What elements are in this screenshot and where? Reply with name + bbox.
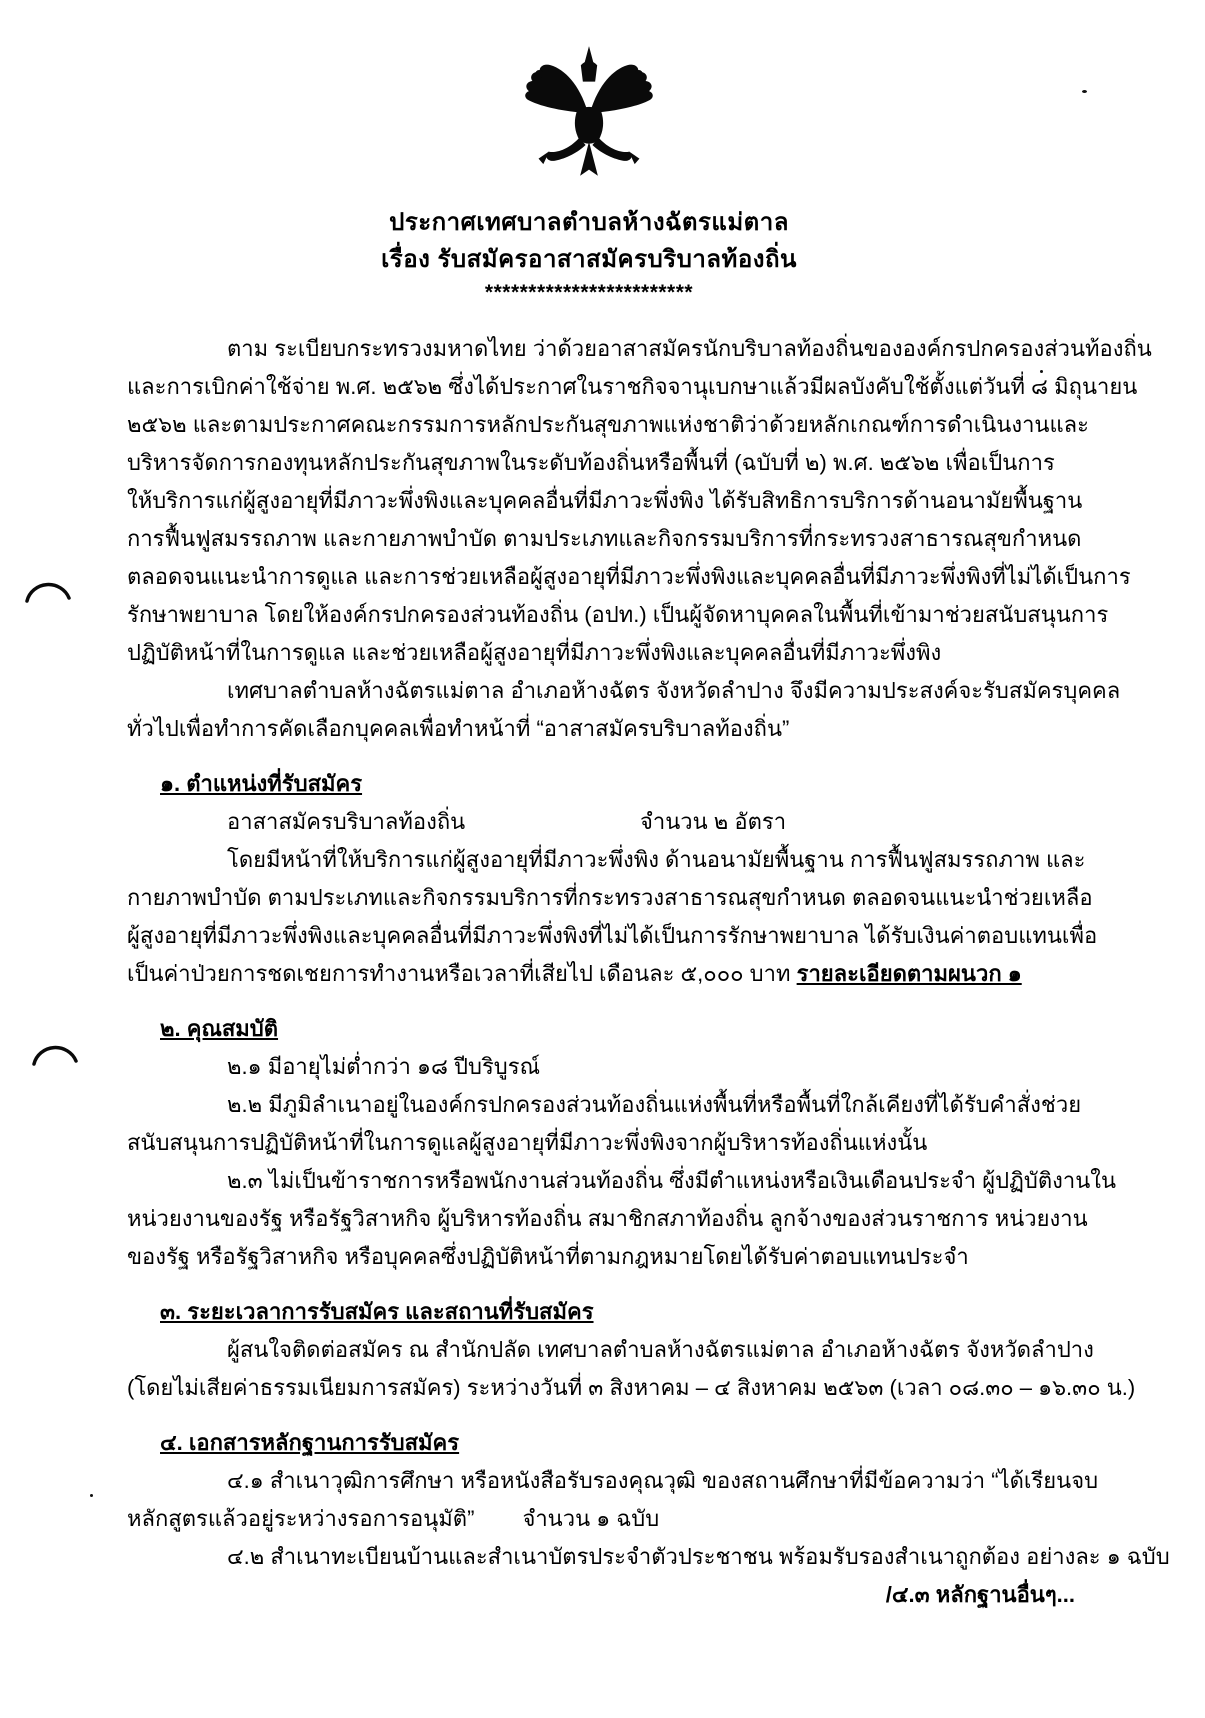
document-body — [127, 330, 1170, 1576]
text-line: (โดยไม่เสียค่าธรรมเนียมการสมัคร) ระหว่างวันที่ ๓ สิงหาคม – ๔ สิงหาคม ๒๕๖๓ (เวลา ๐๘.๓๐ – ๑๖.๓๐ น.) — [127, 1375, 1136, 1400]
section-heading-text: ๔. เอกสารหลักฐานการรับสมัคร — [160, 1430, 460, 1455]
text-line — [127, 803, 1077, 841]
section-heading-text: ๑. ตำแหน่งที่รับสมัคร — [160, 771, 363, 796]
text-line: กายภาพบำบัด ตามประเภทและกิจกรรมบริการที่กระทรวงสาธารณสุขกำหนด ตลอดจนแนะนำช่วยเหลือ — [127, 885, 1093, 910]
scan-speck — [90, 1494, 93, 1497]
document-title: ประกาศเทศบาลตำบลห้างฉัตรแม่ตาล — [389, 209, 789, 236]
section-heading — [127, 1293, 1077, 1331]
text-line: ๔.๑ สำเนาวุฒิการศึกษา หรือหนังสือรับรองคุณวุฒิ ของสถานศึกษาที่มีข้อความว่า “ได้เรียนจบ — [227, 1468, 1099, 1493]
text-line — [127, 1500, 1077, 1538]
text-segment: หลักสูตรแล้วอยู่ระหว่างรอการอนุมัติ” — [127, 1506, 475, 1531]
text-line: ทั่วไปเพื่อทำการคัดเลือกบุคคลเพื่อทำหน้าที่ “อาสาสมัครบริบาลท้องถิ่น” — [127, 716, 790, 741]
scan-speck — [1082, 90, 1087, 93]
emphasized-text: รายละเอียดตามผนวก ๑ — [796, 961, 1022, 986]
text-line: ผู้สนใจติดต่อสมัคร ณ สำนักปลัด เทศบาลตำบลห้างฉัตรแม่ตาล อำเภอห้างฉัตร จังหวัดลำปาง — [227, 1337, 1094, 1362]
pen-arc-mark — [24, 572, 74, 604]
text-line: ผู้สูงอายุที่มีภาวะพึ่งพิงและบุคคลอื่นที่มีภาวะพึ่งพิงที่ไม่ได้เป็นการรักษาพยาบาล ได้รับเงินค่าตอบแทนเพื่อ — [127, 923, 1098, 948]
position-name: อาสาสมัครบริบาลท้องถิ่น — [227, 809, 466, 834]
text-line: ตลอดจนแนะนำการดูแล และการช่วยเหลือผู้สูงอายุที่มีภาวะพึ่งพิงและบุคคลอื่นที่มีภาวะพึ่งพิงที่ไม่ได้เป็นการ — [127, 564, 1131, 589]
text-line: สนับสนุนการปฏิบัติหน้าที่ในการดูแลผู้สูงอายุที่มีภาวะพึ่งพิงจากผู้บริหารท้องถิ่นแห่งนั้น — [127, 1130, 928, 1155]
text-line: รักษาพยาบาล โดยให้องค์กรปกครองส่วนท้องถิ่น (อปท.) เป็นผู้จัดหาบุคคลในพื้นที่เข้ามาช่วยสนับสนุนการ — [127, 602, 1109, 627]
text-line: ๒.๒ มีภูมิลำเนาอยู่ในองค์กรปกครองส่วนท้องถิ่นแห่งพื้นที่หรือพื้นที่ใกล้เคียงที่ได้รับคำสั่งช่วย — [227, 1092, 1082, 1117]
text-line: ของรัฐ หรือรัฐวิสาหกิจ หรือบุคคลซึ่งปฏิบัติหน้าที่ตามกฎหมายโดยได้รับค่าตอบแทนประจำ — [127, 1244, 969, 1269]
document-sheet — [127, 0, 1170, 1614]
text-line: ให้บริการแก่ผู้สูงอายุที่มีภาวะพึ่งพิงและบุคคลอื่นที่มีภาวะพึ่งพิง ได้รับสิทธิการบริการด้านอนามัยพื้นฐาน — [127, 488, 1083, 513]
text-line: ๒๕๖๒ และตามประกาศคณะกรรมการหลักประกันสุขภาพแห่งชาติว่าด้วยหลักเกณฑ์การดำเนินงานและ — [127, 412, 1089, 437]
section-heading — [127, 1010, 1077, 1048]
emblem-wrap — [101, 0, 1077, 204]
section-heading — [127, 1424, 1077, 1462]
section-heading — [127, 765, 1077, 803]
document-subject: เรื่อง รับสมัครอาสาสมัครบริบาลท้องถิ่น — [381, 246, 797, 273]
text-line: การฟื้นฟูสมรรถภาพ และกายภาพบำบัด ตามประเภทและกิจกรรมบริการที่กระทรวงสาธารณสุขกำหนด — [127, 526, 1082, 551]
text-line: โดยมีหน้าที่ให้บริการแก่ผู้สูงอายุที่มีภาวะพึ่งพิง ด้านอนามัยพื้นฐาน การฟื้นฟูสมรรถภาพ และ — [227, 847, 1086, 872]
garuda-emblem — [514, 42, 664, 199]
text-line: เทศบาลตำบลห้างฉัตรแม่ตาล อำเภอห้างฉัตร จังหวัดลำปาง จึงมีความประสงค์จะรับสมัครบุคคล — [227, 678, 1121, 703]
text-line: บริหารจัดการกองทุนหลักประกันสุขภาพในระดับท้องถิ่นหรือพื้นที่ (ฉบับที่ ๒) พ.ศ. ๒๕๖๒ เพื่อเป็นการ — [127, 450, 1055, 475]
section-heading-text: ๓. ระยะเวลาการรับสมัคร และสถานที่รับสมัคร — [160, 1299, 594, 1324]
text-segment: เป็นค่าป่วยการชดเชยการทำงานหรือเวลาที่เสียไป เดือนละ ๕,๐๐๐ บาท — [127, 961, 797, 986]
position-count: จำนวน ๒ อัตรา — [640, 809, 787, 834]
text-line: ปฏิบัติหน้าที่ในการดูแล และช่วยเหลือผู้สูงอายุที่มีภาวะพึ่งพิงและบุคคลอื่นที่มีภาวะพึ่งพิง — [127, 640, 942, 665]
text-line: และการเบิกค่าใช้จ่าย พ.ศ. ๒๕๖๒ ซึ่งได้ประกาศในราชกิจจานุเบกษาแล้วมีผลบังคับใช้ตั้งแต่วันที่ ๘ มิถุนายน — [127, 374, 1138, 399]
text-line — [127, 955, 1077, 993]
text-segment: จำนวน ๑ ฉบับ — [522, 1506, 660, 1531]
pen-arc-mark — [31, 1035, 81, 1067]
text-line: ตาม ระเบียบกระทรวงมหาดไทย ว่าด้วยอาสาสมัครนักบริบาลท้องถิ่นขององค์กรปกครองส่วนท้องถิ่น — [227, 336, 1152, 361]
text-line: ๔.๒ สำเนาทะเบียนบ้านและสำเนาบัตรประจำตัวประชาชน พร้อมรับรองสำเนาถูกต้อง อย่างละ ๑ ฉบับ — [227, 1544, 1170, 1569]
page-continuation-note: /๔.๓ หลักฐานอื่นๆ... — [885, 1582, 1075, 1607]
text-line: ๒.๑ มีอายุไม่ต่ำกว่า ๑๘ ปีบริบูรณ์ — [227, 1054, 540, 1079]
stars-separator: ************************ — [484, 281, 694, 304]
text-line: หน่วยงานของรัฐ หรือรัฐวิสาหกิจ ผู้บริหารท้องถิ่น สมาชิกสภาท้องถิ่น ลูกจ้างของส่วนราชการ หน่วยงาน — [127, 1206, 1088, 1231]
section-heading-text: ๒. คุณสมบัติ — [160, 1016, 279, 1041]
text-line: ๒.๓ ไม่เป็นข้าราชการหรือพนักงานส่วนท้องถิ่น ซึ่งมีตำแหน่งหรือเงินเดือนประจำ ผู้ปฏิบัติงานใน — [227, 1168, 1117, 1193]
